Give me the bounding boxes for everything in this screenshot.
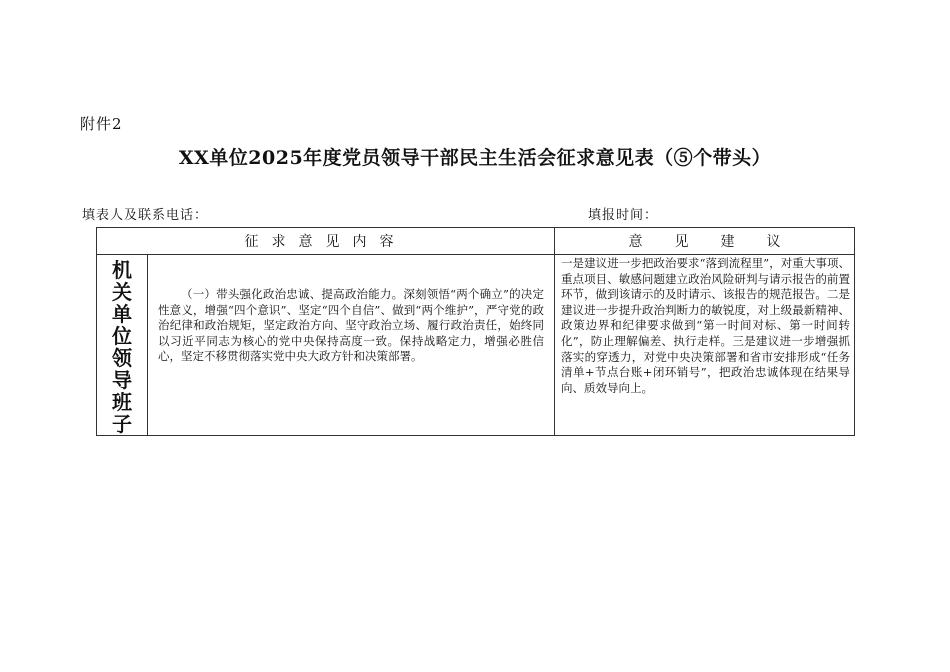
content-text: （一）带头强化政治忠诚、提高政治能力。深刻领悟“两个确立”的决定性意义，增强“四个意识”、坚定“四个自信”、做到“两个维护”，严守党的政治纪律和政治规矩，坚定政治方向、坚守政治立场、履行政治责任，始终同以习近平同志为核心的党中央保持高度一致。保持战略定力，增强必胜信心，坚定不移贯彻落实党中央大政方针和决策部署。 bbox=[158, 287, 544, 364]
content-cell bbox=[148, 255, 555, 436]
unit-char: 关 bbox=[112, 280, 132, 304]
unit-char: 子 bbox=[112, 412, 132, 436]
unit-char: 机 bbox=[112, 258, 132, 282]
table-row bbox=[97, 255, 855, 436]
page-title: XX单位2025年度党员领导干部民主生活会征求意见表（⑤个带头） bbox=[178, 147, 772, 169]
filler-label: 填表人及联系电话： bbox=[82, 208, 209, 223]
suggestion-cell bbox=[555, 255, 855, 436]
fill-time-label: 填报时间： bbox=[588, 208, 659, 223]
unit-char: 领 bbox=[112, 346, 132, 370]
header-suggestion bbox=[555, 228, 855, 255]
unit-char: 单 bbox=[112, 302, 132, 326]
header-suggestion-char: 意 bbox=[628, 234, 643, 250]
unit-char: 位 bbox=[112, 324, 132, 348]
annex-label: 附件2 bbox=[80, 115, 123, 133]
unit-name bbox=[97, 255, 148, 436]
unit-char: 导 bbox=[112, 368, 132, 392]
header-suggestion-char: 见 bbox=[674, 234, 689, 250]
table-header-row bbox=[97, 228, 855, 255]
header-suggestion-char: 议 bbox=[766, 234, 781, 250]
unit-char: 班 bbox=[112, 390, 132, 414]
opinion-table bbox=[96, 227, 855, 436]
header-content: 征求意见内容 bbox=[97, 228, 555, 255]
header-suggestion-char: 建 bbox=[720, 234, 735, 250]
suggestion-text: 一是建议进一步把政治要求“落到流程里”，对重大事项、重点项目、敏感问题建立政治风险研判与请示报告的前置环节，做到该请示的及时请示、该报告的规范报告。二是建议进一步提升政治判断力的敏锐度，对上级最新精神、政策边界和纪律要求做到“第一时间对标、第一时间转化”，防止理解偏差、执行走样。三是建议进一步增强抓落实的穿透力，对党中央决策部署和省市安排形成“任务清单+节点台账+闭环销号”，把政治忠诚体现在结果导向、质效导向上。 bbox=[561, 256, 850, 395]
